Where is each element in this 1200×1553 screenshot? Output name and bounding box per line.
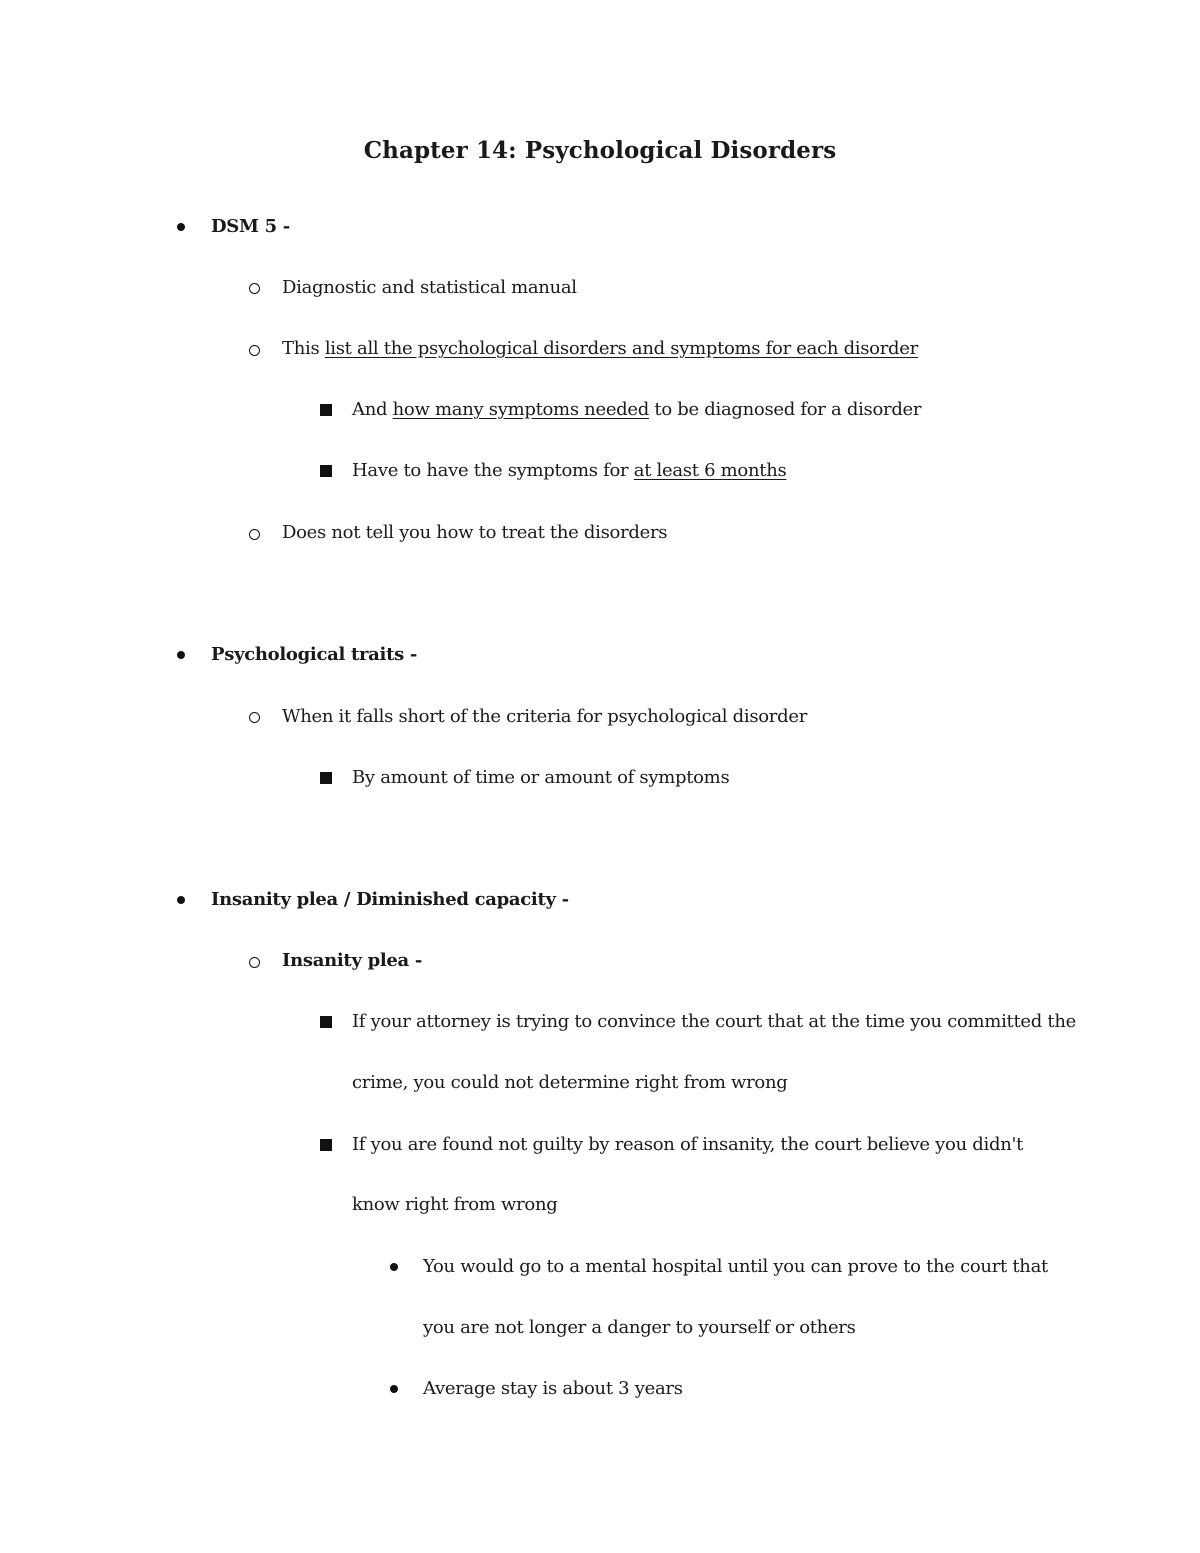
list-item: When it falls short of the criteria for psychological disorder: [282, 706, 807, 727]
list-item-text: And: [352, 399, 393, 420]
list-item-continuation: know right from wrong: [352, 1194, 558, 1215]
list-item-text: to be diagnosed for a disorder: [648, 399, 922, 420]
list-item: If you are found not guilty by reason of insanity, the court believe you didn't: [352, 1134, 1024, 1155]
list-item: Diagnostic and statistical manual: [282, 277, 577, 298]
underlined-text: list all the psychological disorders and symptoms for each disorder: [324, 338, 918, 359]
list-item-text: Have to have the symptoms for: [352, 460, 634, 481]
bullet-circle-icon: [249, 712, 260, 723]
list-item: Does not tell you how to treat the disorders: [282, 522, 668, 543]
bullet-circle-icon: [249, 345, 260, 356]
bullet-square-icon: [320, 772, 332, 784]
bullet-circle-icon: [249, 283, 260, 294]
list-item-continuation: you are not longer a danger to yourself or others: [423, 1317, 856, 1338]
bullet-dot-icon: [177, 651, 185, 659]
list-item: You would go to a mental hospital until you can prove to the court that: [423, 1256, 1048, 1277]
bullet-square-icon: [320, 1016, 332, 1028]
section-heading-insanity: Insanity plea / Diminished capacity -: [211, 889, 569, 910]
list-item-text: This: [282, 338, 325, 359]
bullet-circle-icon: [249, 957, 260, 968]
bullet-square-icon: [320, 465, 332, 477]
section-heading-dsm: DSM 5 -: [211, 216, 290, 237]
list-item: Average stay is about 3 years: [423, 1378, 683, 1399]
list-item: [352, 459, 786, 483]
bullet-dot-icon: [177, 896, 185, 904]
bullet-circle-icon: [249, 529, 260, 540]
list-item: [282, 337, 918, 361]
bullet-square-icon: [320, 1139, 332, 1151]
bullet-dot-icon: [390, 1385, 398, 1393]
underlined-text: at least 6 months: [633, 460, 787, 481]
bullet-square-icon: [320, 404, 332, 416]
underlined-text: how many symptoms needed: [392, 399, 649, 420]
list-item: If your attorney is trying to convince the court that at the time you committed the: [352, 1011, 1076, 1032]
list-item-continuation: crime, you could not determine right from wrong: [352, 1072, 788, 1093]
section-heading-traits: Psychological traits -: [211, 644, 418, 665]
page-title: Chapter 14: Psychological Disorders: [363, 137, 837, 164]
bullet-dot-icon: [390, 1263, 398, 1271]
subheading-insanity-plea: Insanity plea -: [282, 950, 423, 971]
bullet-dot-icon: [177, 223, 185, 231]
list-item: By amount of time or amount of symptoms: [352, 767, 730, 788]
list-item: [352, 398, 921, 422]
